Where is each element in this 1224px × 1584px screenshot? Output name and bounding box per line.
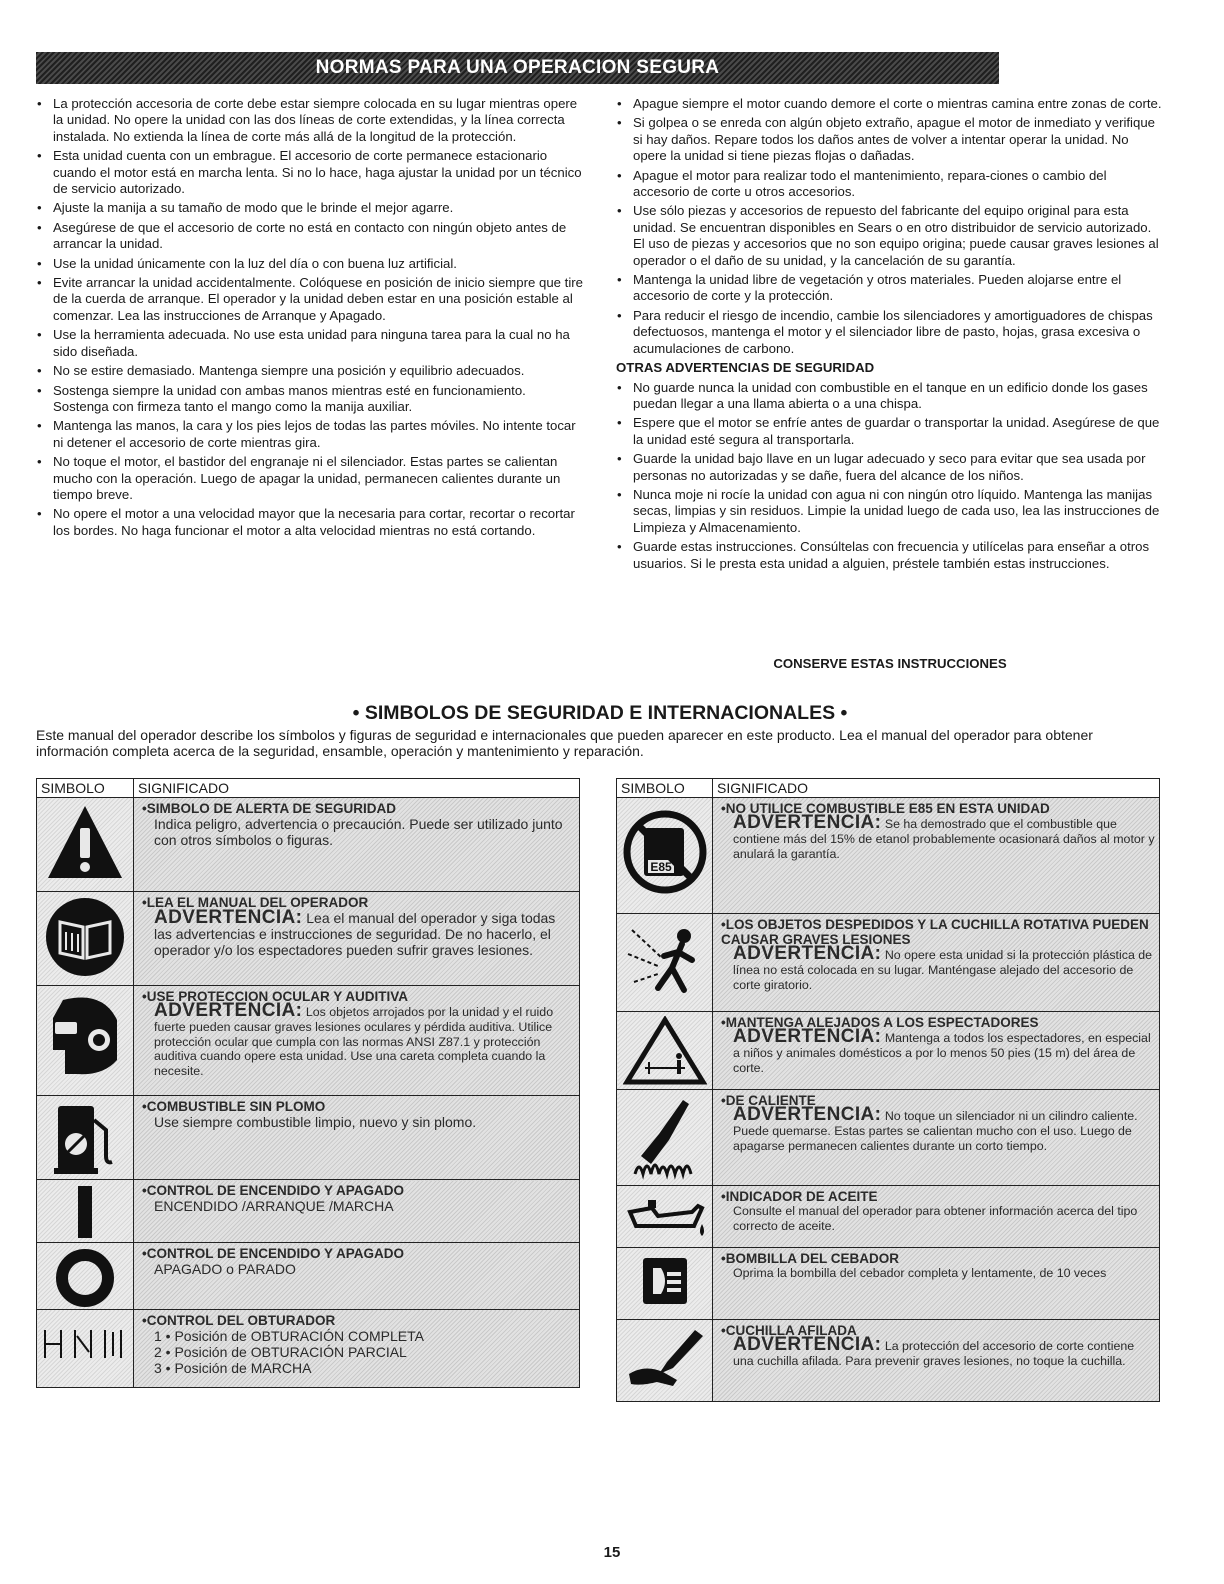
sharp-blade-icon <box>623 1324 707 1396</box>
symbols-title: • SIMBOLOS DE SEGURIDAD E INTERNACIONALES • <box>352 702 848 724</box>
symbol-description: Use siempre combustible limpio, nuevo y sin plomo. <box>154 1114 477 1130</box>
symbol-heading: • DE CALIENTE <box>721 1093 1155 1108</box>
table-row <box>617 1186 1160 1248</box>
oil-indicator-icon <box>622 1194 708 1242</box>
table-row <box>37 1180 580 1243</box>
warning-label: ADVERTENCIA: <box>154 1000 303 1021</box>
table-header-row <box>617 779 1160 798</box>
meaning-cell <box>134 1310 580 1388</box>
rules-right-list <box>616 96 1164 357</box>
table-header-row <box>37 779 580 798</box>
symbols-table-right <box>616 778 1160 1402</box>
rule-item: • Mantenga la unidad libre de vegetación y otros materiales. Pueden alojarse entre el accesorio de corte y la protección. <box>616 272 1164 305</box>
symbol-description <box>142 1000 575 1079</box>
symbol-cell <box>617 1012 713 1090</box>
warning-text: Mantenga a todos los espectadores, en especial a niños y animales domésticos a por lo menos 50 pies (15 m) del área de corte. <box>733 1031 1151 1075</box>
rule-item: • Esta unidad cuenta con un embrague. El accesorio de corte permanece estacionario cuando el motor está en marcha lenta. Si no lo hace, haga ajustar la unidad por un técnico de servicio autorizado. <box>36 148 584 197</box>
thrown-objects-icon <box>622 918 708 1004</box>
page-number: 15 <box>603 1544 621 1561</box>
table-row <box>37 986 580 1096</box>
rule-item: • Guarde la unidad bajo llave en un lugar adecuado y seco para evitar que sea usada por personas no autorizadas y se dañe, fuera del alcance de los niños. <box>616 451 1164 484</box>
rule-item: • Espere que el motor se enfríe antes de guardar o transportar la unidad. Asegúrese de que la unidad esté segura al transportarla. <box>616 415 1164 448</box>
symbol-description: ENCENDIDO /ARRANQUE /MARCHA <box>154 1198 394 1214</box>
rule-item: • No se estire demasiado. Mantenga siempre una posición y equilibrio adecuados. <box>36 363 584 379</box>
symbol-cell <box>37 1180 134 1243</box>
meaning-cell <box>134 1243 580 1310</box>
keep-bystanders-away-icon <box>623 1016 707 1086</box>
symbol-description <box>721 1104 1155 1153</box>
warning-label: ADVERTENCIA: <box>733 1334 882 1355</box>
meaning-header: SIGNIFICADO <box>713 779 1160 798</box>
symbol-heading: • INDICADOR DE ACEITE <box>721 1189 1155 1204</box>
symbol-cell <box>617 1090 713 1186</box>
symbol-description <box>721 943 1155 992</box>
warning-label: ADVERTENCIA: <box>733 943 882 964</box>
meaning-cell <box>134 986 580 1096</box>
table-row <box>37 1096 580 1180</box>
meaning-header: SIGNIFICADO <box>134 779 580 798</box>
rule-item: • Para reducir el riesgo de incendio, cambie los silenciadores y amortiguadores de chispas defectuosos, mantenga el motor y el silenciador libre de pasto, hojas, grasa excesiva o acumulaciones de carbono. <box>616 308 1164 357</box>
choke-position-1: 1 • Posición de OBTURACIÓN COMPLETA <box>154 1328 424 1344</box>
rule-item: • Sostenga siempre la unidad con ambas manos mientras esté en funcionamiento. Sostenga con firmeza tanto el mango como la manija auxiliar. <box>36 383 584 416</box>
table-row <box>37 892 580 986</box>
rule-item: • Use la herramienta adecuada. No use esta unidad para ninguna tarea para la cual no ha sido diseñada. <box>36 327 584 360</box>
symbol-header: SIMBOLO <box>37 779 134 798</box>
meaning-cell <box>134 1096 580 1180</box>
symbol-heading: • NO UTILICE COMBUSTIBLE E85 EN ESTA UNIDAD <box>721 801 1155 816</box>
rule-item: • No toque el motor, el bastidor del engranaje ni el silenciador. Estas partes se calientan mucho con la operación. Luego de apagar la unidad, permanecen calientes durante un tiempo breve. <box>36 454 584 503</box>
symbol-cell <box>617 1320 713 1402</box>
symbol-heading: • CONTROL DE ENCENDIDO Y APAGADO <box>142 1246 575 1261</box>
warning-text: Se ha demostrado que el combustible que contiene más del 15% de etanol probablemente ocasionará daños al motor y anulará la garantía. <box>733 817 1155 861</box>
rules-left-list <box>36 96 584 539</box>
symbol-cell <box>37 892 134 986</box>
symbol-heading: • MANTENGA ALEJADOS A LOS ESPECTADORES <box>721 1015 1155 1030</box>
symbol-cell <box>617 914 713 1012</box>
rule-item: • No opere el motor a una velocidad mayor que la necesaria para cortar, recortar o recortar los bordes. No haga funcionar el motor a alta velocidad mientras no está cortando. <box>36 506 584 539</box>
no-e85-label: E85 <box>649 860 672 874</box>
table-row <box>617 1090 1160 1186</box>
rule-item: • Evite arrancar la unidad accidentalmente. Colóquese en posición de inicio siempre que tire de la cuerda de arranque. El operador y la unidad deben estar en una posición estable al comenzar. Lea las instrucciones de Arranque y Apagado. <box>36 275 584 324</box>
table-row <box>617 914 1160 1012</box>
warning-text: No toque un silenciador ni un cilindro caliente. Puede quemarse. Estas partes se calientan mucho con el uso. Luego de apagarse permanecen calientes durante un corto tiempo. <box>733 1109 1138 1153</box>
table-row <box>617 1012 1160 1090</box>
symbol-heading: • COMBUSTIBLE SIN PLOMO <box>142 1099 575 1114</box>
read-manual-icon <box>44 896 126 978</box>
other-warnings-list <box>616 380 1164 572</box>
meaning-cell <box>713 914 1160 1012</box>
off-symbol-icon <box>55 1247 115 1309</box>
symbol-cell <box>37 798 134 892</box>
symbol-heading: • CONTROL DE ENCENDIDO Y APAGADO <box>142 1183 575 1198</box>
conserve-instructions: CONSERVE ESTAS INSTRUCCIONES <box>773 656 1007 671</box>
symbol-description: Consulte el manual del operador para obtener información acerca del tipo correcto de aceite. <box>733 1204 1138 1233</box>
meaning-cell <box>713 1186 1160 1248</box>
symbol-heading: • USE PROTECCION OCULAR Y AUDITIVA <box>142 989 575 1004</box>
symbol-cell <box>37 986 134 1096</box>
warning-text: La protección del accesorio de corte contiene una cuchilla afilada. Para prevenir graves lesiones, no toque la cuchilla. <box>733 1339 1135 1368</box>
rule-item: • Asegúrese de que el accesorio de corte no está en contacto con ningún objeto antes de arrancar la unidad. <box>36 220 584 253</box>
symbol-cell <box>617 1186 713 1248</box>
symbol-heading: • CONTROL DEL OBTURADOR <box>142 1313 575 1328</box>
symbol-heading: • LOS OBJETOS DESPEDIDOS Y LA CUCHILLA ROTATIVA PUEDEN CAUSAR GRAVES LESIONES <box>721 917 1155 947</box>
rule-item: • Apague el motor para realizar todo el mantenimiento, repara-ciones o cambio del accesorio de corte u otros accesorios. <box>616 168 1164 201</box>
table-row <box>617 1248 1160 1320</box>
meaning-cell <box>713 1248 1160 1320</box>
rule-item: • La protección accesoria de corte debe estar siempre colocada en su lugar mientras opere la unidad. No opere la unidad con las dos líneas de corte extendidas, y la línea correcta instalada. No extienda la línea de corte más allá de la longitud de la protección. <box>36 96 584 145</box>
choke-position-2: 2 • Posición de OBTURACIÓN PARCIAL <box>154 1344 407 1360</box>
warning-label: ADVERTENCIA: <box>733 1104 882 1125</box>
symbol-header: SIMBOLO <box>617 779 713 798</box>
rule-item: • Mantenga las manos, la cara y los pies lejos de todas las partes móviles. No intente tocar ni detener el accesorio de corte mientras gira. <box>36 418 584 451</box>
symbol-description <box>721 812 1155 861</box>
table-row <box>617 1320 1160 1402</box>
section-banner: NORMAS PARA UNA OPERACION SEGURA <box>36 52 999 84</box>
warning-label: ADVERTENCIA: <box>154 907 303 928</box>
symbol-description: APAGADO o PARADO <box>154 1261 296 1277</box>
table-row <box>37 1310 580 1388</box>
symbol-heading: • CUCHILLA AFILADA <box>721 1323 1155 1338</box>
symbol-cell <box>37 1310 134 1388</box>
table-row <box>37 798 580 892</box>
meaning-cell <box>713 1012 1160 1090</box>
symbol-cell <box>37 1243 134 1310</box>
rule-item: • Si golpea o se enreda con algún objeto extraño, apague el motor de inmediato y verifique si hay daños. Repare todos los daños antes de volver a intentar operar la unidad. No opere la unidad si tiene piezas flojas o dañadas. <box>616 115 1164 164</box>
symbol-cell <box>617 1248 713 1320</box>
meaning-cell <box>713 1320 1160 1402</box>
choke-position-3: 3 • Posición de MARCHA <box>154 1360 312 1376</box>
meaning-cell <box>713 798 1160 914</box>
meaning-cell <box>713 1090 1160 1186</box>
meaning-cell <box>134 1180 580 1243</box>
table-row <box>37 1243 580 1310</box>
meaning-cell <box>134 892 580 986</box>
choke-positions-icon <box>41 1324 129 1364</box>
rules-left-column <box>36 96 584 542</box>
symbol-description <box>721 1334 1155 1369</box>
symbol-cell <box>617 798 713 914</box>
warning-text: No opere esta unidad si la protección plástica de línea no está colocada en su lugar. Manténgase alejado del accesorio de corte giratorio. <box>733 948 1153 992</box>
rule-item: • Guarde estas instrucciones. Consúltelas con frecuencia y utilícelas para enseñar a otros usuarios. Si le presta esta unidad a alguien, préstele también estas instrucciones. <box>616 539 1164 572</box>
symbol-description <box>142 1328 575 1376</box>
table-row <box>617 798 1160 914</box>
warning-text: Lea el manual del operador y siga todas las advertencias e instrucciones de seguridad. De no hacerlo, el operador y/o los espectadores pueden sufrir graves lesiones. <box>154 910 556 958</box>
rule-item: • Nunca moje ni rocíe la unidad con agua ni con ningún otro líquido. Mantenga las manijas secas, limpias y sin residuos. Limpie la unidad luego de cada uso, lea las instrucciones de Limpieza y Almacenamiento. <box>616 487 1164 536</box>
warning-text: Los objetos arrojados por la unidad y el ruido fuerte pueden causar graves lesiones oculares y pérdida auditiva. Utilice protección ocular que cumpla con las normas ANSI Z87.1 y protección auditiva cuando opere esta unidad. Use una careta completa cuando la necesite. <box>154 1005 554 1079</box>
warning-label: ADVERTENCIA: <box>733 812 882 833</box>
symbol-description <box>721 1026 1155 1075</box>
hot-surface-icon <box>625 1094 705 1180</box>
rule-item: • Use sólo piezas y accesorios de repuesto del fabricante del equipo original para esta unidad. Se encuentran disponibles en Sears o en otro distribuidor de servicio autorizado. El uso de piezas y accesorios que no son equipo origina; puede causar graves lesiones al operador o el daño de su unidad, y la cancelación de su garantía. <box>616 203 1164 269</box>
no-e85-fuel-icon <box>622 802 708 902</box>
symbol-description: Oprima la bombilla del cebador completa y lentamente, de 10 veces <box>733 1266 1107 1280</box>
meaning-cell <box>134 798 580 892</box>
symbols-intro: Este manual del operador describe los símbolos y figuras de seguridad e internacionales que pueden aparecer en este producto. Lea el manual del operador para obtener información completa acerca de la seguridad, ensamble, operación y mantenimiento y reparación. <box>36 727 1093 759</box>
alert-triangle-icon <box>45 802 125 882</box>
symbol-description <box>142 907 575 958</box>
symbols-table-left <box>36 778 580 1388</box>
rule-item: • No guarde nunca la unidad con combustible en el tanque en un edificio donde los gases puedan llegar a una llama abierta o a una chispa. <box>616 380 1164 413</box>
rule-item: • Apague siempre el motor cuando demore el corte o mientras camina entre zonas de corte. <box>616 96 1164 112</box>
symbol-cell <box>37 1096 134 1180</box>
symbol-heading: • BOMBILLA DEL CEBADOR <box>721 1251 1155 1266</box>
eye-ear-protection-icon <box>43 990 127 1078</box>
rule-item: • Use la unidad únicamente con la luz del día o con buena luz artificial. <box>36 256 584 272</box>
rules-right-column <box>616 96 1164 575</box>
symbol-heading: • LEA EL MANUAL DEL OPERADOR <box>142 895 575 910</box>
other-warnings-heading: OTRAS ADVERTENCIAS DE SEGURIDAD <box>616 360 875 376</box>
unleaded-fuel-icon <box>50 1100 120 1176</box>
warning-label: ADVERTENCIA: <box>733 1026 882 1047</box>
symbol-heading: • SIMBOLO DE ALERTA DE SEGURIDAD <box>142 801 575 816</box>
rule-item: • Ajuste la manija a su tamaño de modo que le brinde el mejor agarre. <box>36 200 584 216</box>
on-symbol-icon <box>65 1184 105 1242</box>
symbol-description: Indica peligro, advertencia o precaución. Puede ser utilizado junto con otros símbolos o figuras. <box>154 816 563 848</box>
primer-bulb-icon <box>637 1252 693 1310</box>
